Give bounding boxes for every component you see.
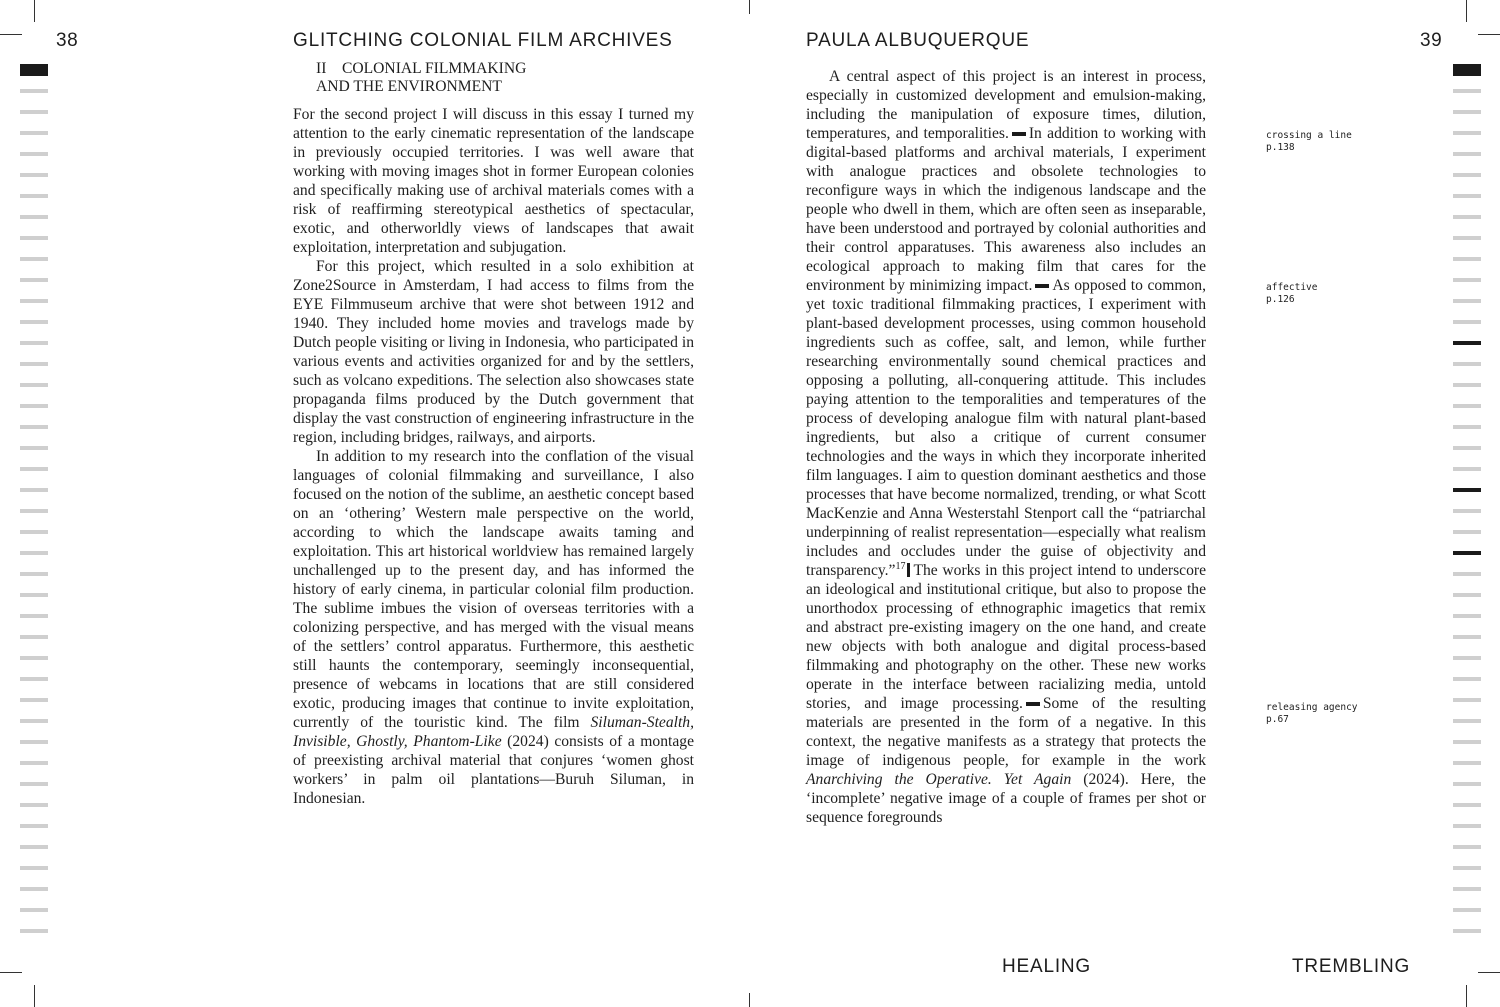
tick-mark xyxy=(20,614,48,618)
tick-mark xyxy=(1453,530,1481,534)
tick-mark xyxy=(1453,782,1481,786)
tick-mark xyxy=(20,362,48,366)
margin-note-crossing-a-line[interactable] xyxy=(1266,130,1352,154)
tick-mark xyxy=(20,89,48,93)
tick-mark xyxy=(20,152,48,156)
tick-mark xyxy=(20,299,48,303)
paragraph-text: The works in this project intend to underscore an ideological and institutional critique, but also to propose the unorthodox processing of ethnographic imagetics that remix and abstract pre-existing imagery on the one hand, and create new objects with both analogue and digital process-based filmmaking and photography on the other. These new works operate in the interface between racializing media, untold stories, and image processing. xyxy=(806,562,1206,712)
tick-mark xyxy=(1453,824,1481,828)
footnote-reference: 17 xyxy=(895,560,906,572)
tick-mark xyxy=(1453,383,1481,387)
tick-mark xyxy=(1453,362,1481,366)
margin-note-label: releasing agency xyxy=(1266,702,1358,713)
tick-mark xyxy=(1453,551,1481,555)
paragraph-text: A central aspect of this project is an interest in process, especially in customized development and emulsion-making, including the manipulation of exposure times, dilution, temperatures, and temporalities. xyxy=(806,68,1206,142)
right-running-head: PAULA ALBUQUERQUE xyxy=(806,30,1030,51)
tick-mark xyxy=(20,698,48,702)
left-running-head: GLITCHING COLONIAL FILM ARCHIVES xyxy=(293,30,673,51)
tick-mark xyxy=(20,761,48,765)
tick-mark xyxy=(1453,509,1481,513)
margin-note-label: affective xyxy=(1266,282,1318,293)
tick-mark xyxy=(20,404,48,408)
paragraph xyxy=(293,447,694,808)
tick-mark xyxy=(1453,194,1481,198)
tick-mark xyxy=(20,509,48,513)
tick-mark xyxy=(1453,887,1481,891)
tick-mark xyxy=(20,383,48,387)
tick-mark xyxy=(20,110,48,114)
paragraph-text: In addition to my research into the conflation of the visual languages of colonial filmmaking and surveillance, I also focused on the notion of the sublime, an aesthetic concept based on an ‘othering’ Western male perspective on the world, according to which the landscape awaits taming and exploitation. This art historical worldview has remained largely unchallenged up to the present day, and has informed the history of early cinema, in particular colonial film production. The sublime imbues the vision of overseas territories with a colonizing perspective, and has merged with the visual means of the settlers’ control apparatus. Furthermore, this aesthetic still haunts the contemporary, seemingly inconsequential, presence of webcams in locations that are still considered exotic, producing images that continue to invite exploitation, currently of the touristic kind. The film xyxy=(293,448,694,731)
margin-note-releasing-agency[interactable] xyxy=(1266,702,1358,726)
tick-mark xyxy=(20,635,48,639)
tick-mark xyxy=(1453,404,1481,408)
tick-block xyxy=(20,64,48,76)
paragraph-text: Some of the resulting materials are presented in the form of a negative. In this context, the negative manifests as a strategy that protects the image of indigenous people, for example in the work xyxy=(806,695,1206,769)
section-heading xyxy=(316,60,526,96)
tick-mark xyxy=(1453,614,1481,618)
tick-mark xyxy=(20,551,48,555)
tick-mark xyxy=(20,593,48,597)
tick-mark xyxy=(20,845,48,849)
margin-note-page: p.138 xyxy=(1266,142,1295,153)
tick-mark xyxy=(1453,845,1481,849)
tick-mark xyxy=(1453,173,1481,177)
tick-mark xyxy=(1453,152,1481,156)
margin-note-label: crossing a line xyxy=(1266,130,1352,141)
paragraph-text: (2024) consists of a montage of preexisting archival material that conjures ‘women ghost workers’ in palm oil plantations—Buruh Siluman, in Indonesian. xyxy=(293,733,694,807)
tick-mark xyxy=(1453,257,1481,261)
paragraph: For the second project I will discuss in this essay I turned my attention to the early cinematic representation of the landscape in previously occupied territories. I was well aware that working with moving images shot in former European colonies and specifically making use of archival materials comes with a risk of reaffirming stereotypical aesthetics of spectacular, exotic, and otherworldly views of landscapes that await exploitation, interpretation and subjugation. xyxy=(293,106,694,256)
film-title: Siluman-Stealth, Invisible, Ghostly, Phantom-Like xyxy=(293,714,694,750)
right-tick-column xyxy=(1453,0,1481,1007)
tick-mark xyxy=(20,173,48,177)
tick-mark xyxy=(1453,320,1481,324)
tick-mark xyxy=(1453,110,1481,114)
tick-mark xyxy=(1453,467,1481,471)
dash-marker-icon xyxy=(1026,702,1040,706)
tick-mark xyxy=(20,740,48,744)
tick-mark xyxy=(20,194,48,198)
tick-mark xyxy=(20,782,48,786)
tick-mark xyxy=(20,677,48,681)
tick-mark xyxy=(20,131,48,135)
dash-marker-icon xyxy=(1012,132,1026,136)
tick-mark xyxy=(1453,929,1481,933)
right-body-column xyxy=(806,67,1206,827)
tick-mark xyxy=(20,887,48,891)
crop-mark xyxy=(749,993,750,1007)
tick-mark xyxy=(20,572,48,576)
tick-mark xyxy=(1453,446,1481,450)
tick-mark xyxy=(1453,866,1481,870)
tick-mark xyxy=(1453,89,1481,93)
footer-word-healing[interactable]: HEALING xyxy=(1002,956,1092,977)
left-body-column xyxy=(293,105,694,808)
tick-mark xyxy=(1453,677,1481,681)
tick-mark xyxy=(1453,299,1481,303)
tick-mark xyxy=(1453,656,1481,660)
crop-mark xyxy=(0,972,22,973)
crop-mark xyxy=(1478,34,1500,35)
crop-mark xyxy=(1478,972,1500,973)
paragraph xyxy=(806,67,1206,827)
bar-marker-icon xyxy=(907,563,910,577)
section-heading-line-1: II COLONIAL FILMMAKING xyxy=(316,60,527,77)
margin-note-affective[interactable] xyxy=(1266,282,1317,306)
left-tick-column xyxy=(20,0,48,1007)
margin-note-page: p.126 xyxy=(1266,294,1295,305)
margin-note-page: p.67 xyxy=(1266,714,1289,725)
tick-mark xyxy=(1453,278,1481,282)
tick-mark xyxy=(20,530,48,534)
tick-mark xyxy=(1453,719,1481,723)
tick-mark xyxy=(20,488,48,492)
tick-mark xyxy=(20,236,48,240)
tick-mark xyxy=(1453,803,1481,807)
tick-mark xyxy=(20,257,48,261)
paragraph-text: (2024). Here, the ‘incomplete’ negative image of a couple of frames per shot or sequence foregrounds xyxy=(806,771,1206,826)
tick-mark xyxy=(20,866,48,870)
tick-mark xyxy=(1453,236,1481,240)
tick-mark xyxy=(20,467,48,471)
tick-mark xyxy=(20,929,48,933)
footer-word-trembling[interactable]: TREMBLING xyxy=(1292,956,1411,977)
tick-mark xyxy=(20,719,48,723)
tick-mark xyxy=(1453,635,1481,639)
section-heading-line-2: AND THE ENVIRONMENT xyxy=(316,78,502,95)
work-title: Anarchiving the Operative. Yet Again xyxy=(806,771,1072,788)
tick-mark xyxy=(20,215,48,219)
tick-mark xyxy=(1453,572,1481,576)
tick-mark xyxy=(20,341,48,345)
tick-mark xyxy=(20,320,48,324)
tick-mark xyxy=(20,824,48,828)
tick-mark xyxy=(1453,131,1481,135)
left-page-number: 38 xyxy=(56,30,79,51)
dash-marker-icon xyxy=(1035,284,1049,288)
right-page-number: 39 xyxy=(1420,30,1443,51)
tick-mark xyxy=(20,425,48,429)
tick-mark xyxy=(1453,341,1481,345)
paragraph-text: In addition to working with digital-based platforms and archival materials, I experiment with analogue practices and obsolete technologies to reconfigure ways in which the indigenous landscape and the people who dwell in them, which are often seen as inseparable, have been understood and portrayed by colonial authorities and their control apparatuses. This awareness also includes an ecological approach to making film that cares for the environment by minimizing impact. xyxy=(806,125,1206,294)
crop-mark xyxy=(749,0,750,14)
tick-mark xyxy=(20,446,48,450)
paragraph-text: As opposed to common, yet toxic traditional filmmaking practices, I experiment with plant-based development processes, using common household ingredients such as coffee, salt, and lemon, while further researching environmentally sound chemical practices and opposing a polluting, all-conquering attitude. This includes paying attention to the temporalities and temperatures of the process of developing analogue film with natural plant-based ingredients, but also a critique of current consumer technologies and the ways in which they incorporate inherited film languages. I aim to question dominant aesthetics and those processes that have become normalized, trending, or what Scott MacKenzie and Anna Westerstahl Stenport call the “patriarchal underpinning of realist representation—especially what realism includes and occludes under the guise of objectivity and transparency.” xyxy=(806,277,1206,579)
tick-mark xyxy=(20,278,48,282)
tick-mark xyxy=(1453,740,1481,744)
paragraph: For this project, which resulted in a solo exhibition at Zone2Source in Amsterdam, I had access to films from the EYE Filmmuseum archive that were shot between 1912 and 1940. They included home movies and travelogs made by Dutch people visiting or living in Indonesia, who participated in various events and activities organized for and by the settlers, such as volcano expeditions. The selection also showcases state propaganda films produced by the Dutch government that display the vast construction of engineering infrastructure in the region, including bridges, railways, and airports. xyxy=(293,258,694,446)
tick-mark xyxy=(1453,425,1481,429)
tick-mark xyxy=(20,908,48,912)
tick-mark xyxy=(1453,698,1481,702)
tick-mark xyxy=(1453,215,1481,219)
tick-block xyxy=(1453,64,1481,76)
tick-mark xyxy=(1453,908,1481,912)
tick-mark xyxy=(1453,593,1481,597)
tick-mark xyxy=(20,803,48,807)
crop-mark xyxy=(0,34,22,35)
tick-mark xyxy=(1453,761,1481,765)
tick-mark xyxy=(20,656,48,660)
tick-mark xyxy=(1453,488,1481,492)
